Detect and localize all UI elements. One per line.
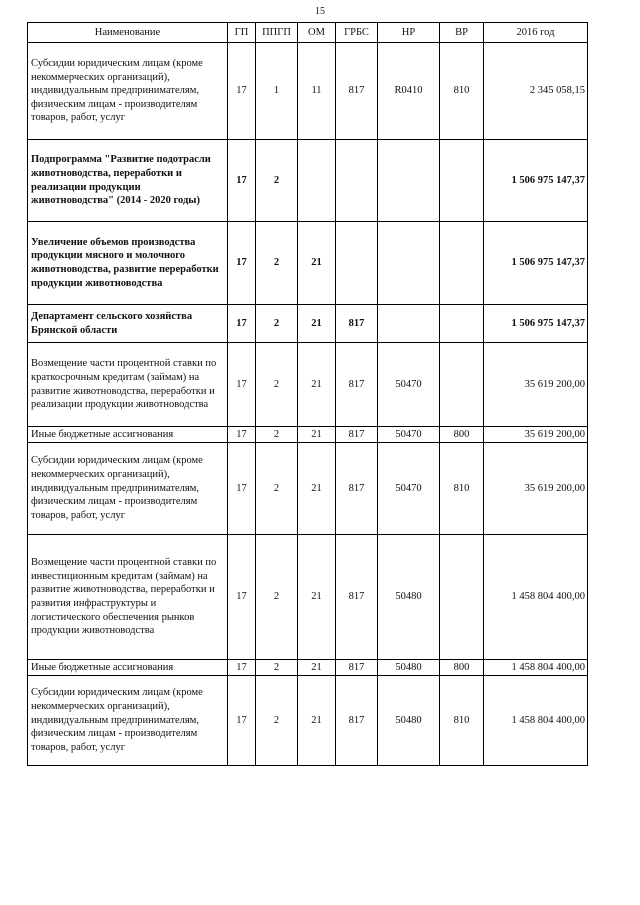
row-vr xyxy=(440,535,484,660)
row-name: Департамент сельского хозяйства Брянской области xyxy=(28,305,228,343)
row-vr xyxy=(440,305,484,343)
row-name: Субсидии юридическим лицам (кроме некоммерческих организаций), индивидуальным предпринимателям, физическим лицам - производителям товаров, работ, услуг xyxy=(28,443,228,535)
row-om: 21 xyxy=(298,676,336,766)
row-gp: 17 xyxy=(228,535,256,660)
row-ppgp: 2 xyxy=(256,305,298,343)
row-ppgp: 2 xyxy=(256,343,298,427)
row-amount: 1 506 975 147,37 xyxy=(484,140,588,222)
header-om: ОМ xyxy=(298,23,336,43)
page-number: 15 xyxy=(315,6,325,17)
row-name: Возмещение части процентной ставки по краткосрочным кредитам (займам) на развитие животноводства, переработки и реализации продукции животноводства xyxy=(28,343,228,427)
header-year: 2016 год xyxy=(484,23,588,43)
row-gp: 17 xyxy=(228,676,256,766)
row-nr: 50470 xyxy=(378,427,440,443)
row-gp: 17 xyxy=(228,343,256,427)
row-vr: 810 xyxy=(440,443,484,535)
row-ppgp: 2 xyxy=(256,222,298,305)
header-vr: ВР xyxy=(440,23,484,43)
row-grbs: 817 xyxy=(336,427,378,443)
row-grbs: 817 xyxy=(336,676,378,766)
row-name: Субсидии юридическим лицам (кроме некоммерческих организаций), индивидуальным предпринимателям, физическим лицам - производителям товаров, работ, услуг xyxy=(28,43,228,140)
row-ppgp: 2 xyxy=(256,427,298,443)
row-nr xyxy=(378,222,440,305)
row-amount: 1 506 975 147,37 xyxy=(484,305,588,343)
table-row xyxy=(28,222,588,305)
row-grbs: 817 xyxy=(336,43,378,140)
row-name: Возмещение части процентной ставки по инвестиционным кредитам (займам) на развитие животноводства, переработки и развития инфраструктуры и логистического обеспечения рынков продукции животноводства xyxy=(28,535,228,660)
row-grbs xyxy=(336,222,378,305)
row-gp: 17 xyxy=(228,427,256,443)
header-gp: ГП xyxy=(228,23,256,43)
row-amount: 1 458 804 400,00 xyxy=(484,660,588,676)
row-grbs: 817 xyxy=(336,535,378,660)
row-vr xyxy=(440,343,484,427)
row-ppgp: 2 xyxy=(256,535,298,660)
table-row xyxy=(28,305,588,343)
row-nr: 50480 xyxy=(378,660,440,676)
row-gp: 17 xyxy=(228,222,256,305)
row-ppgp: 2 xyxy=(256,676,298,766)
header-ppgp: ППГП xyxy=(256,23,298,43)
row-gp: 17 xyxy=(228,305,256,343)
row-om: 21 xyxy=(298,222,336,305)
row-ppgp: 2 xyxy=(256,660,298,676)
row-amount: 1 458 804 400,00 xyxy=(484,676,588,766)
row-om: 21 xyxy=(298,305,336,343)
row-amount: 35 619 200,00 xyxy=(484,443,588,535)
row-vr: 800 xyxy=(440,427,484,443)
table-row xyxy=(28,43,588,140)
table-row xyxy=(28,427,588,443)
row-name: Подпрограмма "Развитие подотрасли животноводства, переработки и реализации продукции животноводства" (2014 - 2020 годы) xyxy=(28,140,228,222)
row-om: 21 xyxy=(298,443,336,535)
row-ppgp: 2 xyxy=(256,443,298,535)
row-amount: 35 619 200,00 xyxy=(484,343,588,427)
table-row xyxy=(28,140,588,222)
row-grbs: 817 xyxy=(336,343,378,427)
row-name: Субсидии юридическим лицам (кроме некоммерческих организаций), индивидуальным предпринимателям, физическим лицам - производителям товаров, работ, услуг xyxy=(28,676,228,766)
row-amount: 2 345 058,15 xyxy=(484,43,588,140)
row-om: 21 xyxy=(298,535,336,660)
header-name: Наименование xyxy=(28,23,228,43)
header-row xyxy=(28,23,588,43)
row-nr xyxy=(378,305,440,343)
table-row xyxy=(28,676,588,766)
row-name: Увеличение объемов производства продукции мясного и молочного животноводства, развитие переработки продукции животноводства xyxy=(28,222,228,305)
row-om: 21 xyxy=(298,427,336,443)
row-grbs xyxy=(336,140,378,222)
row-vr: 800 xyxy=(440,660,484,676)
row-nr: 50470 xyxy=(378,443,440,535)
table-row xyxy=(28,443,588,535)
row-ppgp: 1 xyxy=(256,43,298,140)
row-amount: 1 506 975 147,37 xyxy=(484,222,588,305)
row-grbs: 817 xyxy=(336,443,378,535)
table-row xyxy=(28,535,588,660)
row-gp: 17 xyxy=(228,140,256,222)
row-gp: 17 xyxy=(228,43,256,140)
table-row xyxy=(28,343,588,427)
row-amount: 35 619 200,00 xyxy=(484,427,588,443)
row-om: 21 xyxy=(298,660,336,676)
row-nr: 50480 xyxy=(378,535,440,660)
row-amount: 1 458 804 400,00 xyxy=(484,535,588,660)
row-vr: 810 xyxy=(440,676,484,766)
row-nr: 50480 xyxy=(378,676,440,766)
row-nr: R0410 xyxy=(378,43,440,140)
row-ppgp: 2 xyxy=(256,140,298,222)
row-vr xyxy=(440,222,484,305)
row-name: Иные бюджетные ассигнования xyxy=(28,660,228,676)
row-om xyxy=(298,140,336,222)
row-grbs: 817 xyxy=(336,305,378,343)
row-nr xyxy=(378,140,440,222)
header-grbs: ГРБС xyxy=(336,23,378,43)
header-nr: НР xyxy=(378,23,440,43)
row-gp: 17 xyxy=(228,443,256,535)
row-om: 11 xyxy=(298,43,336,140)
row-om: 21 xyxy=(298,343,336,427)
row-grbs: 817 xyxy=(336,660,378,676)
row-nr: 50470 xyxy=(378,343,440,427)
budget-table xyxy=(27,22,588,766)
row-name: Иные бюджетные ассигнования xyxy=(28,427,228,443)
row-gp: 17 xyxy=(228,660,256,676)
row-vr xyxy=(440,140,484,222)
table-row xyxy=(28,660,588,676)
row-vr: 810 xyxy=(440,43,484,140)
